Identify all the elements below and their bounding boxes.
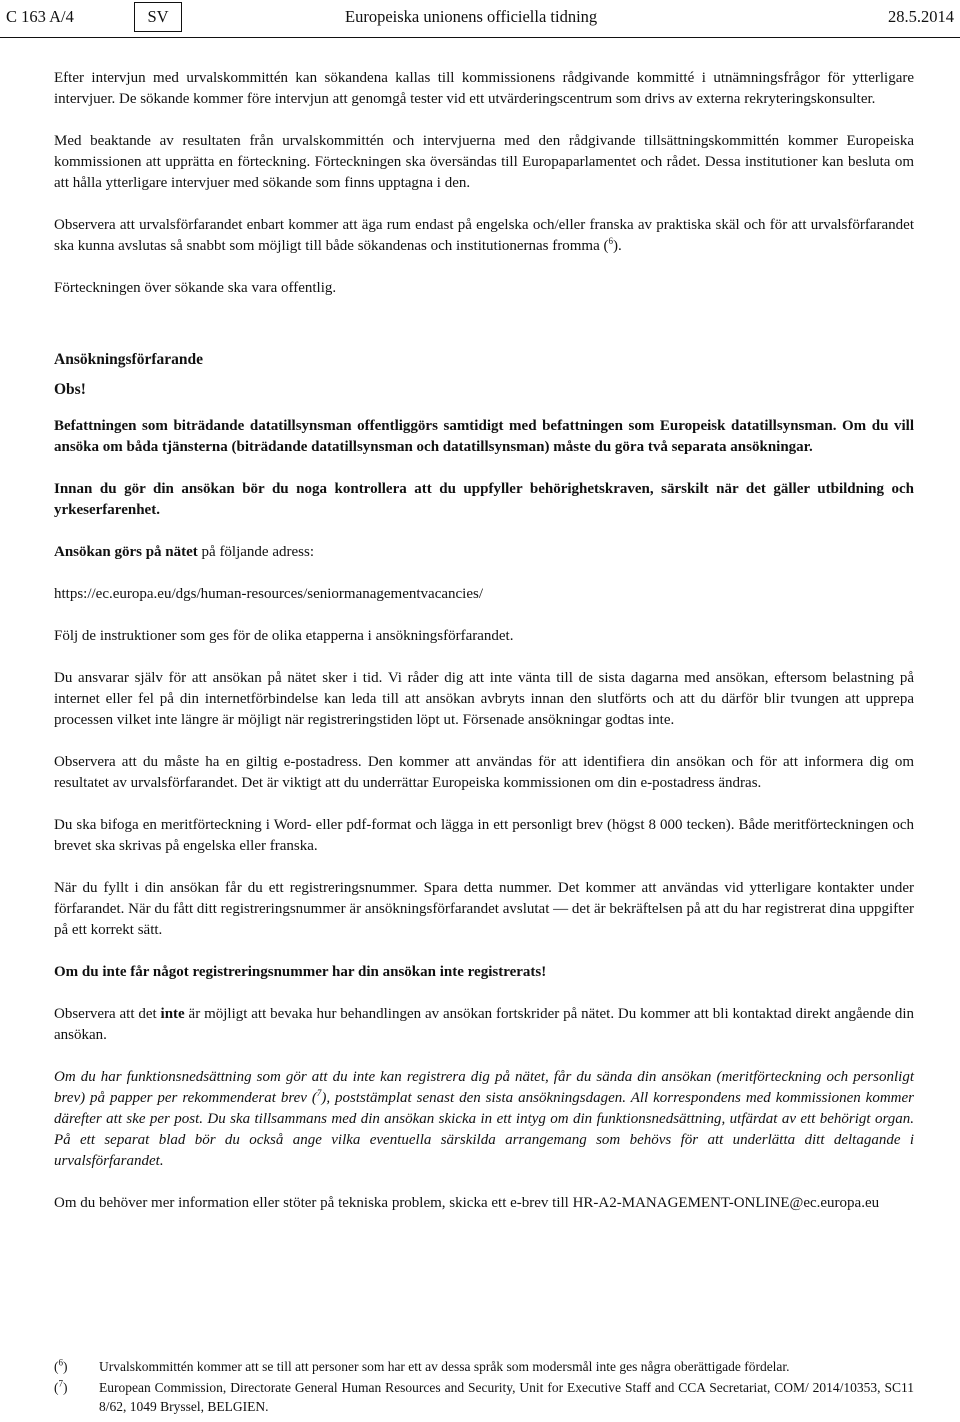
footnote-ref-7[interactable]: 7 — [316, 1088, 322, 1098]
journal-title: Europeiska unionens officiella tidning — [345, 7, 598, 26]
footnote-ref-6[interactable]: 6 — [608, 236, 613, 246]
paragraph-tracking: Observera att det inte är möjligt att bevaka hur behandlingen av ansökan fortskrider på nätet. Du kommer att bli kontaktad direkt angående din ansökan. — [54, 1006, 915, 1043]
paragraph-notice: Befattningen som biträdande datatillsynsman offentliggörs samtidigt med befattningen som Europeisk datatillsynsman. Om du vill ansöka om båda tjänsterna (biträdande datatillsynsman och datatillsynsman) måste du göra två separata ansökningar. — [54, 418, 914, 455]
paragraph-instructions: Följ de instruktioner som ges för de olika etapperna i ansökningsförfarandet. — [54, 628, 514, 644]
language-box: SV — [134, 2, 182, 32]
paragraph-email: Observera att du måste ha en giltig e-postadress. Den kommer att användas för att identifiera din ansökan och för att informera dig om resultatet av urvalsförfarandet. Det är viktigt att du underrättar Europeiska kommissionen om din e-postadress ändras. — [54, 754, 914, 791]
paragraph-deadline: Du ansvarar själv för att ansökan på nätet sker i tid. Vi råder dig att inte vänta till de sista dagarna med ansökan, eftersom belastning på internet eller fel på din internetförbindelse kan leda till att ansökan avbryts innan den slutförts och att du därför blir tvungen att upprepa processen vilket inte längre är möjligt när registreringstiden löpt ut. Försenade ansökningar godtas inte. — [54, 670, 914, 728]
paragraph-eligibility: Innan du gör din ansökan bör du noga kontrollera att du uppfyller behörighetskraven, särskilt när det gäller utbildning och yrkeserfarenhet. — [54, 481, 914, 518]
paragraph-language: Observera att urvalsförfarandet enbart kommer att äga rum endast på engelska och/eller franska av praktiska skäl och för att urvalsförfarandet ska kunna avslutas så snabbt som möjligt till både sökandenas och institutionernas fromma ($^6$). — [54, 217, 914, 254]
application-url-link[interactable]: https://ec.europa.eu/dgs/human-resources/seniormanagementvacancies/ — [54, 586, 484, 602]
paragraph-registration: När du fyllt i din ansökan får du ett registreringsnummer. Spara detta nummer. Det kommer att användas vid ytterligare kontakter under förfarandet. När du fått ditt registreringsnummer är ansökningsförfarandet avslutat — det är bekräftelsen på att du har registrerat dina uppgifter på ett korrekt sätt. — [54, 880, 914, 938]
journal-reference: C 163 A/4 — [6, 7, 74, 26]
footnote-mark: ($^6$) — [54, 1357, 68, 1374]
footnotes — [54, 1357, 914, 1416]
paragraph-warning: Om du inte får något registreringsnummer har din ansökan inte registrerats! — [54, 964, 547, 980]
footnote-text: Urvalskommittén kommer att se till att personer som har ett av dessa språk som modersmål inte ges några oberättigade fördelar. — [99, 1359, 790, 1374]
paragraph-cv: Du ska bifoga en meritförteckning i Word- eller pdf-format och lägga in ett personligt brev (högst 8 000 tecken). Både meritförteckningen och brevet ska skrivas på engelska eller franska. — [54, 817, 914, 854]
footnote-6 — [54, 1357, 914, 1376]
document-body — [54, 68, 914, 1214]
footnote-mark: ($^7$) — [54, 1378, 68, 1395]
obs-label: Obs! — [54, 381, 86, 398]
section-heading: Ansökningsförfarande — [54, 351, 203, 368]
paragraph-list: Med beaktande av resultaten från urvalskommittén och intervjuerna med den rådgivande tillsättningskommittén kommer Europeiska kommissionen att upprätta en förteckning. Förteckningen ska översändas till Europaparlamentet och rådet. Dessa institutioner kan besluta om att hålla ytterligare intervjuer med sökande som finns upptagna i den. — [54, 133, 914, 191]
paragraph-disability: Om du har funktionsnedsättning som gör att du inte kan registrera dig på nätet, får du sända din ansökan (meritförteckning och personligt brev) på papper per rekommenderat brev ($^7$), poststämplat senast den sista ansökningsdagen. All korrespondens med kommissionen kommer därefter att ske per post. Du ska tillsammans med din ansökan skicka in ett intyg om din funktionsnedsättning, utfärdat av ett behörigt organ. På ett separat blad bör du också ange vilka eventuella särskilda arrangemang som behövs för att underlätta ditt deltagande i urvalsförfarandet. — [54, 1069, 914, 1169]
paragraph-contact: Om du behöver mer information eller stöter på tekniska problem, skicka ett e-brev till HR-A2-MANAGEMENT-ONLINE@ec.europa.eu — [54, 1195, 880, 1211]
footnote-text: European Commission, Directorate General Human Resources and Security, Unit for Executive Staff and CCA Secretariat, COM/ 2014/10353, SC11 8/62, 1049 Bryssel, BELGIEN. — [99, 1380, 914, 1414]
publication-date: 28.5.2014 — [888, 7, 954, 26]
paragraph-apply-online: Ansökan görs på nätet på följande adress: — [54, 544, 314, 560]
page-header — [0, 0, 960, 36]
paragraph-public: Förteckningen över sökande ska vara offentlig. — [54, 280, 337, 296]
paragraph-interview: Efter intervjun med urvalskommittén kan sökandena kallas till kommissionens rådgivande kommitté i utnämningsfrågor för ytterligare intervjuer. De sökande kommer före intervjun att genomgå tester vid ett utvärderingscentrum som drivs av externa rekryteringskonsulter. — [54, 70, 914, 107]
header-rule — [0, 37, 960, 38]
footnote-7 — [54, 1378, 914, 1416]
